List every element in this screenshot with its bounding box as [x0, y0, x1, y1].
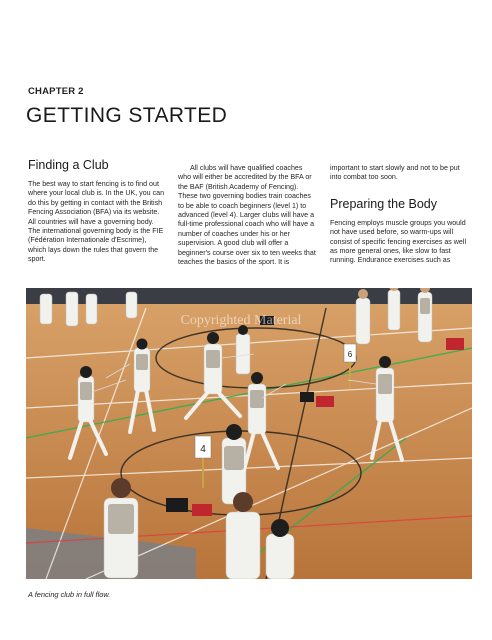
svg-text:4: 4: [200, 444, 206, 455]
section-heading-preparing-the-body: Preparing the Body: [330, 196, 438, 211]
text-column-3: [330, 164, 468, 266]
svg-text:6: 6: [347, 350, 353, 359]
paragraph-coaches-continued: important to start slowly and not to be put into combat too soon.: [330, 164, 460, 182]
text-column-1: [28, 158, 166, 265]
text-column-2: [178, 164, 316, 267]
fencing-club-photo: [26, 288, 472, 579]
chapter-label: CHAPTER 2: [28, 86, 84, 97]
paragraph-preparing-the-body: Fencing employs muscle groups you would not have used before, so warm-ups will consist of specific fencing exercises as well as more general ones, like slow to fast running. Endurance exercises such as: [330, 218, 467, 265]
photo-caption: A fencing club in full flow.: [28, 590, 111, 599]
section-heading-finding-a-club: Finding a Club: [28, 158, 109, 172]
paragraph-coaches: All clubs will have qualified coaches who will either be accredited by the BFA or the BAF (British Academy of Fencing). These two governing bodies train coaches to be able to coach beginners (level 1) to advanced (level 4). Larger clubs will have a full-time professional coach who will have a number of coaches under his or her supervision. A good club will offer a beginner's course over six to ten weeks that teaches the basics of the sport. It is: [178, 164, 316, 267]
watermark: Copyrighted Material: [180, 313, 302, 328]
paragraph-finding-a-club: The best way to start fencing is to find out where your local club is. In the UK, you can do this by getting in contact with the British Fencing Association (BFA) via its website. All countries will have a governing body. The international governing body is the FIE (Fédération Internationale d'Escrime), which lays down the rules that govern the sport.: [28, 180, 165, 264]
chapter-title: GETTING STARTED: [26, 104, 228, 127]
